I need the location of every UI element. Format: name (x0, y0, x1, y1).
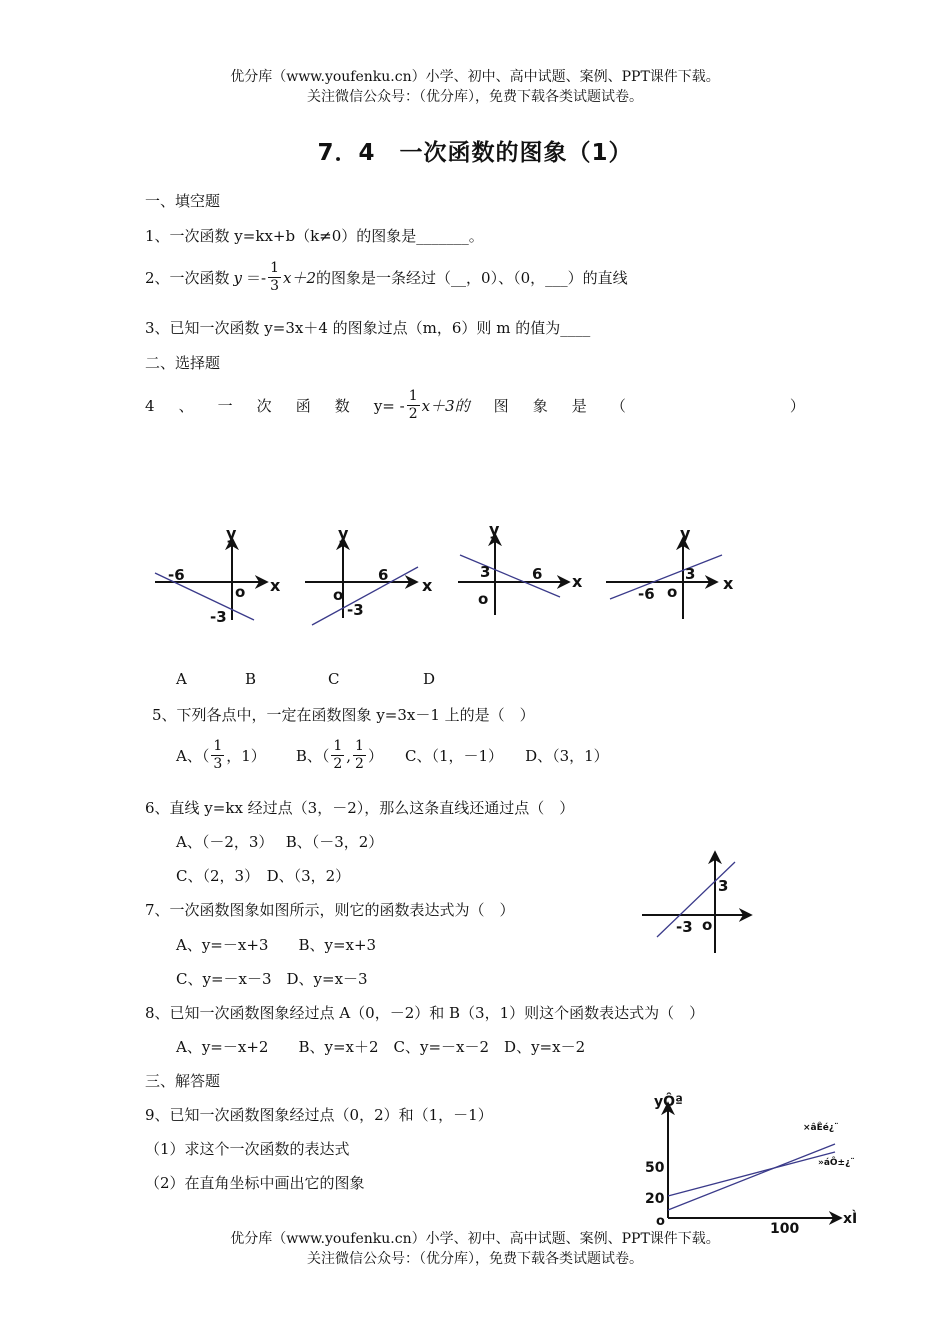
graph-d-origin: o (667, 583, 678, 601)
q9-x-label: xÌ (843, 1211, 858, 1227)
q9-line-label-1: ×âÊé¿¨ (803, 1123, 839, 1133)
q4-den: 2 (408, 406, 418, 422)
q5-a-num: 1 (213, 738, 223, 754)
q9-line-label-2: »áÔ±¿¨ (818, 1158, 855, 1168)
q7-origin: o (702, 916, 713, 934)
section-choice-heading: 二、选择题 (145, 354, 221, 372)
graph-a-x-label: x (270, 576, 281, 595)
q5-option-d: D、（3，1） (525, 747, 609, 765)
q5-a-suffix: ，1） (226, 747, 266, 765)
q7-options-ab: A、y=－x+3 B、y=x+3 (176, 936, 377, 954)
graph-c-origin: o (478, 590, 489, 608)
q9-graph (640, 1082, 870, 1242)
q2-den: 3 (270, 278, 280, 294)
section-fill-heading: 一、填空题 (145, 192, 221, 210)
q9-line-2 (668, 1152, 835, 1196)
q4-part: 图 (493, 397, 509, 415)
graph-d-y-label: y (680, 524, 691, 543)
q9-line-1 (668, 1144, 835, 1210)
q5-a-prefix: A、（ (176, 747, 210, 765)
graph-d-x-label: x (723, 574, 734, 593)
graph-d-label-left: -6 (638, 585, 655, 603)
q5-b-num1: 1 (333, 738, 343, 754)
q9-tick-50: 50 (645, 1160, 665, 1176)
question-9: 9、已知一次函数图象经过点（0，2）和（1，－1） (145, 1106, 493, 1124)
q9-part-2: （2）在直角坐标中画出它的图象 (145, 1174, 365, 1192)
q7-label-left: -3 (676, 918, 693, 936)
q4-part: 一 (217, 397, 233, 415)
graph-d-line (610, 555, 722, 599)
q5-b-fraction-1 (331, 738, 344, 773)
q5-b-sep: , (346, 746, 352, 765)
graph-c (458, 520, 583, 615)
graph-b-origin: o (333, 586, 344, 604)
q4-part: 象 (532, 397, 548, 415)
q2-var: y (233, 268, 243, 287)
graph-a (155, 524, 281, 626)
q8-options: A、y=－x+2 B、y=x＋2 C、y=－x－2 D、y=x－2 (176, 1038, 586, 1056)
graph-c-line (460, 555, 560, 597)
q4-part: （ (610, 397, 626, 415)
q4-part: 4 (145, 396, 155, 415)
graph-a-label-left: -6 (168, 566, 185, 584)
q7-line (657, 862, 735, 937)
graph-b-line (312, 567, 418, 625)
q9-y-label: yÔª (654, 1094, 683, 1110)
q4-part: 函 (295, 397, 311, 415)
graph-c-label-right: 6 (532, 565, 543, 583)
graph-d (606, 524, 734, 619)
q5-a-fraction (211, 738, 224, 773)
q9-origin: o (656, 1214, 665, 1229)
question-7: 7、一次函数图象如图所示，则它的函数表达式为（ ） (145, 901, 515, 919)
header-line-2: 关注微信公众号：（优分库），免费下载各类试题试卷。 (307, 89, 643, 105)
q5-b-den1: 2 (333, 756, 343, 772)
graph-b-label-bottom: -3 (347, 601, 364, 619)
q2-tail: x＋2 (283, 269, 317, 287)
q4-equation (374, 388, 470, 423)
q6-options-cd: C、（2，3） D、（3，2） (176, 867, 351, 885)
q4-eq: y= - (373, 396, 405, 415)
q7-options-cd: C、y=－x－3 D、y=x－3 (176, 970, 368, 988)
graph-b-y-label: y (338, 524, 349, 543)
graph-c-y-label: y (489, 520, 500, 539)
header-line-1: 优分库（www.youfenku.cn）小学、初中、高中试题、案例、PPT课件下载。 (230, 69, 720, 85)
footer-line-2: 关注微信公众号：（优分库），免费下载各类试题试卷。 (307, 1251, 643, 1267)
q4-option-c: C (328, 670, 340, 688)
q9-part-1: （1）求这个一次函数的表达式 (145, 1140, 350, 1158)
question-6: 6、直线 y=kx 经过点（3，－2），那么这条直线还通过点（ ） (145, 799, 575, 817)
q4-graphs (140, 515, 760, 635)
q7-graph (638, 845, 763, 960)
graph-a-y-label: y (226, 524, 237, 543)
q5-b-fraction-2 (353, 738, 366, 773)
section-answer-heading: 三、解答题 (145, 1072, 221, 1090)
graph-a-label-bottom: -3 (210, 608, 227, 626)
q5-a-den: 3 (213, 756, 223, 772)
q4-num: 1 (408, 388, 418, 404)
q2-num: 1 (270, 260, 280, 276)
q5-b-prefix: B、（ (295, 747, 330, 765)
graph-c-x-label: x (572, 572, 583, 591)
q5-b-suffix: ） (367, 747, 383, 765)
q4-option-d: D (423, 670, 436, 688)
question-2 (145, 260, 628, 295)
q2-eq: ＝- (246, 269, 267, 287)
q4-tail: x＋3的 (421, 397, 470, 415)
q5-b-den2: 2 (355, 756, 364, 772)
q2-fraction (268, 260, 281, 295)
graph-a-origin: o (235, 583, 246, 601)
q9-tick-100: 100 (770, 1221, 800, 1237)
q4-option-a: A (176, 670, 187, 688)
q4-part: ） (789, 397, 805, 415)
q4-fraction (407, 388, 420, 423)
q5-b-num2: 1 (355, 738, 364, 754)
graph-c-label-top: 3 (480, 563, 491, 581)
question-1: 1、一次函数 y=kx+b（k≠0）的图象是_______。 (145, 227, 484, 245)
q2-prefix: 2、一次函数 (145, 269, 230, 287)
page-title: 7．4 一次函数的图象（1） (317, 140, 633, 166)
q5-options (176, 738, 609, 773)
q2-suffix: 的图象是一条经过（__，0）、（0，___）的直线 (316, 269, 628, 287)
footer-line-1: 优分库（www.youfenku.cn）小学、初中、高中试题、案例、PPT课件下载。 (230, 1231, 720, 1247)
q4-part: 数 (334, 397, 350, 415)
question-4 (145, 388, 805, 423)
graph-b (305, 524, 433, 625)
q4-part: 、 (178, 397, 194, 415)
question-3: 3、已知一次函数 y=3x＋4 的图象过点（m，6）则 m 的值为____ (145, 319, 591, 337)
q4-part: 次 (256, 397, 272, 415)
graph-d-label-top: 3 (685, 565, 696, 583)
graph-b-x-label: x (422, 576, 433, 595)
q7-label-top: 3 (718, 877, 729, 895)
question-5: 5、下列各点中，一定在函数图象 y=3x－1 上的是（ ） (152, 706, 535, 724)
q4-option-b: B (245, 670, 257, 688)
question-8: 8、已知一次函数图象经过点 A（0，－2）和 B（3，1）则这个函数表达式为（ ） (145, 1004, 705, 1022)
q6-options-ab: A、（－2，3） B、（－3，2） (176, 833, 384, 851)
q5-option-c: C、（1，－1） (404, 747, 504, 765)
graph-b-label-right: 6 (378, 566, 389, 584)
q4-part: 是 (571, 397, 587, 415)
q9-tick-20: 20 (645, 1191, 665, 1207)
